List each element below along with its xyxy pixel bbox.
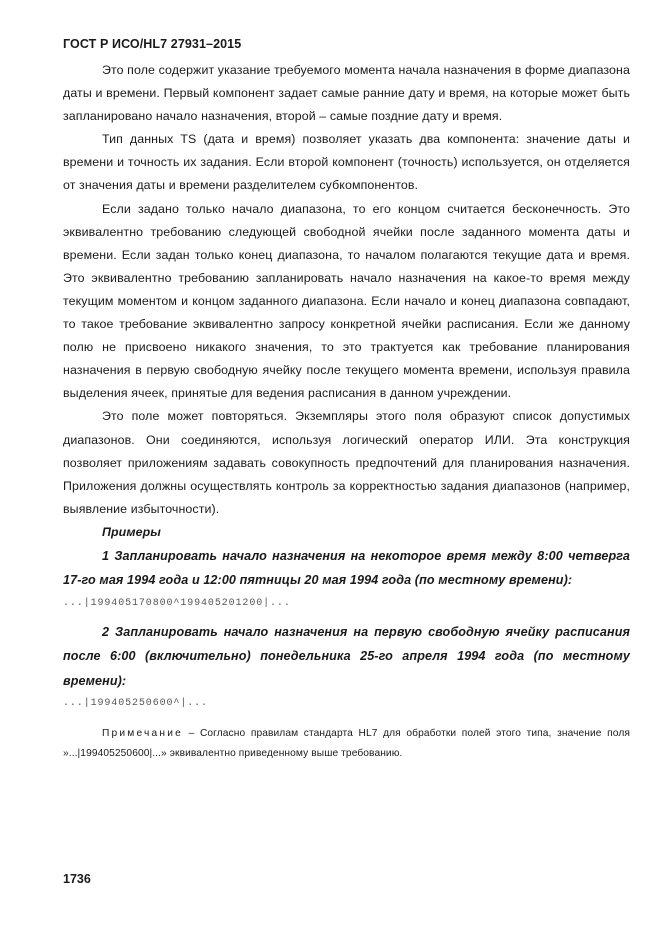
paragraph-ts-datatype: Тип данных TS (дата и время) позволяет указать два компонента: значение даты и времени и точность их задания. Если второй компонент (точность) используется, он отделяется от значения даты и времени разделителем субкомпонентов. xyxy=(63,132,630,193)
note-dash: – xyxy=(182,728,200,740)
paragraph-range-rules: Если задано только начало диапазона, то его концом считается бесконечность. Это эквивалентно требованию следующей свободной ячейки после заданного момента даты и времени. Если задан только конец диапазона, то началом полагаются текущие дата и время. Это эквивалентно требованию запланировать начало назначения на какое-то время между текущим моментом и концом заданного диапазона. Если начало и конец диапазона совпадают, то такое требование эквивалентно запросу конкретной ячейки расписания. Если же данному полю не присвоено никакого значения, то это трактуется как требование планирования назначения в первую свободную ячейку после текущего момента времени, используя правила выделения ячеек, принятые для ведения расписания в данном учреждении. xyxy=(63,201,630,401)
examples-title: Примеры xyxy=(102,524,161,539)
note xyxy=(63,724,630,764)
standard-header: ГОСТ Р ИСО/HL7 27931–2015 xyxy=(63,37,242,51)
paragraph-repetition: Это поле может повторяться. Экземпляры этого поля образуют список допустимых диапазонов. Они соединяются, используя логический оператор ИЛИ. Эта конструкция позволяет приложениям задавать совокупность предпочтений для планирования назначения. Приложения должны осуществлять контроль за корректностью задания диапазонов (например, выявление избыточности). xyxy=(63,409,630,516)
example-1-heading: 1 Запланировать начало назначения на некоторое время между 8:00 четверга 17-го мая 1994 года и 12:00 пятницы 20 мая 1994 года (по местному времени): xyxy=(63,548,630,588)
example-2-heading: 2 Запланировать начало назначения на первую свободную ячейку расписания после 6:00 (включительно) понедельника 25-го апреля 1994 года (по местному времени): xyxy=(63,624,630,688)
paragraph-range-description: Это поле содержит указание требуемого момента начала назначения в форме диапазона даты и времени. Первый компонент задает самые ранние дату и время, на которые может быть запланировано начало назначения, второй – самые поздние дату и время. xyxy=(63,63,630,124)
page-number: 1736 xyxy=(63,872,91,886)
note-text: Согласно правилам стандарта HL7 для обработки полей этого типа, значение поля »...|199405250600|...» эквивалентно приведенному выше требованию. xyxy=(63,728,630,760)
example-1-code: ...|199405170800^199405201200|... xyxy=(63,597,291,609)
example-2-code: ...|199405250600^|... xyxy=(63,698,208,710)
note-label: Примечание xyxy=(102,728,183,740)
document-body xyxy=(63,59,630,764)
